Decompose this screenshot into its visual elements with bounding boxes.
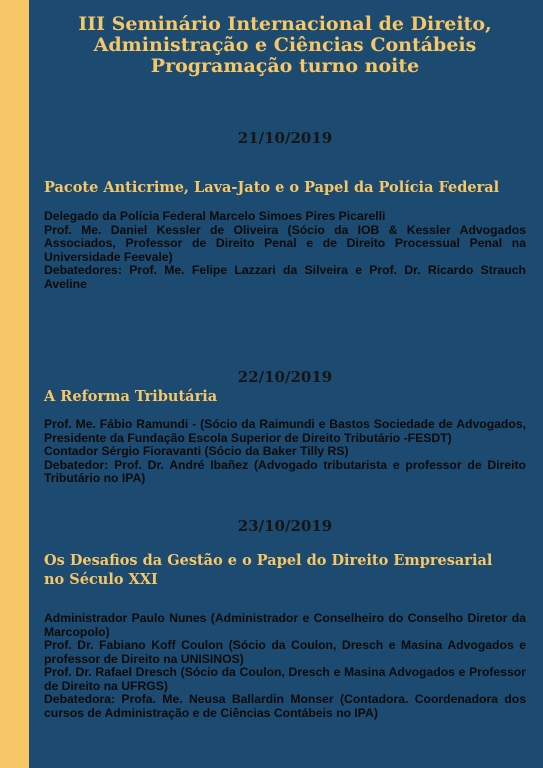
- speaker-line: Prof. Me. Fábio Ramundi - (Sócio da Raimundi e Bastos Sociedade de Advogados, Presidente da Fundação Escola Superior de Direito Tributário -FESDT): [44, 417, 526, 445]
- speaker-line: Debatedor: Prof. Dr. André Ibañez (Advogado tributarista e professor de Direito Tributário no IPA): [44, 457, 526, 485]
- date-day-3: 23/10/2019: [237, 517, 333, 535]
- session-1-speakers: [44, 210, 526, 291]
- speaker-line: Debatedora: Profa. Me. Neusa Ballardin Monser (Contadora. Coordenadora dos cursos de Administração e de Ciências Contábeis no IPA): [44, 692, 526, 720]
- page-title: [44, 14, 526, 77]
- speaker-line: Prof. Dr. Fabiano Koff Coulon (Sócio da Coulon, Dresch e Masina Advogados e professor de Direito na UNISINOS): [44, 638, 526, 666]
- decorative-left-bar: [0, 0, 29, 768]
- session-3-speakers: [44, 612, 526, 720]
- session-heading-1: Pacote Anticrime, Lava-Jato e o Papel da Polícia Federal: [44, 179, 500, 196]
- title-line-3: Programação turno noite: [150, 55, 420, 77]
- speaker-line: Contador Sérgio Fioravanti (Sócio da Baker Tilly RS): [44, 444, 349, 458]
- speaker-line: Debatedores: Prof. Me. Felipe Lazzari da Silveira e Prof. Dr. Ricardo Strauch Aveline: [44, 263, 526, 291]
- speaker-line: Delegado da Polícia Federal Marcelo Simoes Pires Picarelli: [44, 209, 386, 223]
- speaker-line: Prof. Dr. Rafael Dresch (Sócio da Coulon, Dresch e Masina Advogados e Professor de Direito na UFRGS): [44, 665, 526, 693]
- title-line-2: Administração e Ciências Contábeis: [93, 34, 477, 56]
- session-heading-3: [44, 551, 526, 589]
- session-heading-3-line-1: Os Desafios da Gestão e o Papel do Direito Empresarial: [44, 552, 493, 569]
- speaker-line: Administrador Paulo Nunes (Administrador e Conselheiro do Conselho Diretor da Marcopolo): [44, 611, 526, 639]
- speaker-line: Prof. Me. Daniel Kessler de Oliveira (Sócio da IOB & Kessler Advogados Associados, Professor de Direito Penal e de Direito Processual Penal na Universidade Feevale): [44, 222, 526, 264]
- session-heading-2: A Reforma Tributária: [44, 388, 218, 405]
- session-heading-3-line-2: no Século XXI: [44, 571, 158, 588]
- session-2-speakers: [44, 418, 526, 486]
- program-content: [44, 0, 526, 768]
- date-day-2: 22/10/2019: [237, 368, 333, 386]
- date-day-1: 21/10/2019: [237, 129, 333, 147]
- title-line-1: III Seminário Internacional de Direito,: [78, 13, 492, 35]
